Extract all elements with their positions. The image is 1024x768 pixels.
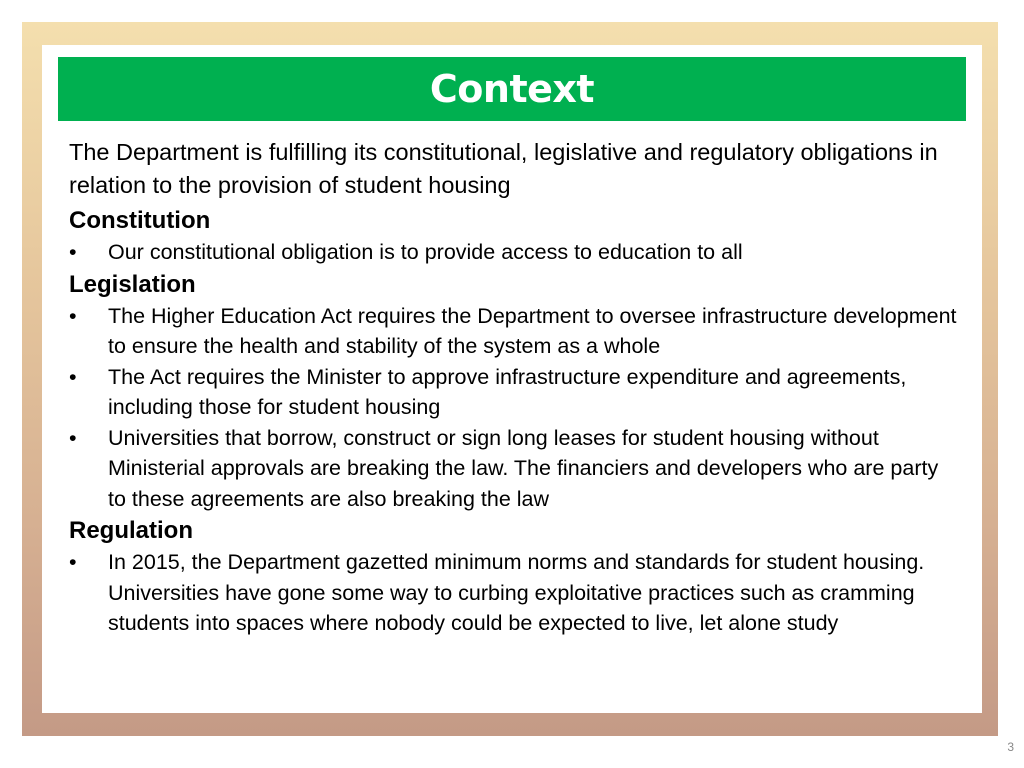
bullet-icon: •: [69, 240, 77, 264]
intro-paragraph: The Department is fulfilling its constitutional, legislative and regulatory obligations in relation to the provision of student housing: [69, 139, 938, 198]
bullet-text: In 2015, the Department gazetted minimum norms and standards for student housing. Universities have gone some way to curbing exploitative practices such as cramming students into spaces where nobody could be expected to live, let alone study: [108, 550, 925, 635]
bullet-item: [69, 362, 959, 423]
legislation-bullet-list: [69, 301, 959, 515]
section-heading-constitution: Constitution: [69, 207, 211, 234]
bullet-item: [69, 301, 959, 362]
page-number: 3: [1007, 740, 1014, 754]
bullet-text: Our constitutional obligation is to provide access to education to all: [108, 240, 743, 264]
title-bar: [58, 57, 966, 121]
slide-title: Context: [429, 67, 595, 111]
section-heading-legislation: Legislation: [69, 270, 196, 298]
constitution-bullet-list: [69, 237, 959, 268]
section-heading-regulation: Regulation: [69, 517, 193, 544]
bullet-item: [69, 547, 959, 639]
bullet-icon: •: [69, 303, 77, 328]
bullet-item: [69, 237, 959, 268]
bullet-text: Universities that borrow, construct or sign long leases for student housing without Ministerial approvals are breaking the law. The financiers and developers who are party to these agreements are also breaking the law: [108, 425, 939, 511]
bullet-text: The Higher Education Act requires the Department to oversee infrastructure development to ensure the health and stability of the system as a whole: [108, 303, 957, 358]
slide-body: [69, 136, 959, 639]
regulation-bullet-list: [69, 547, 959, 639]
bullet-text: The Act requires the Minister to approve infrastructure expenditure and agreements, including those for student housing: [108, 364, 907, 419]
bullet-item: [69, 423, 959, 515]
bullet-icon: •: [69, 364, 77, 389]
bullet-icon: •: [69, 425, 77, 450]
bullet-icon: •: [69, 550, 77, 574]
